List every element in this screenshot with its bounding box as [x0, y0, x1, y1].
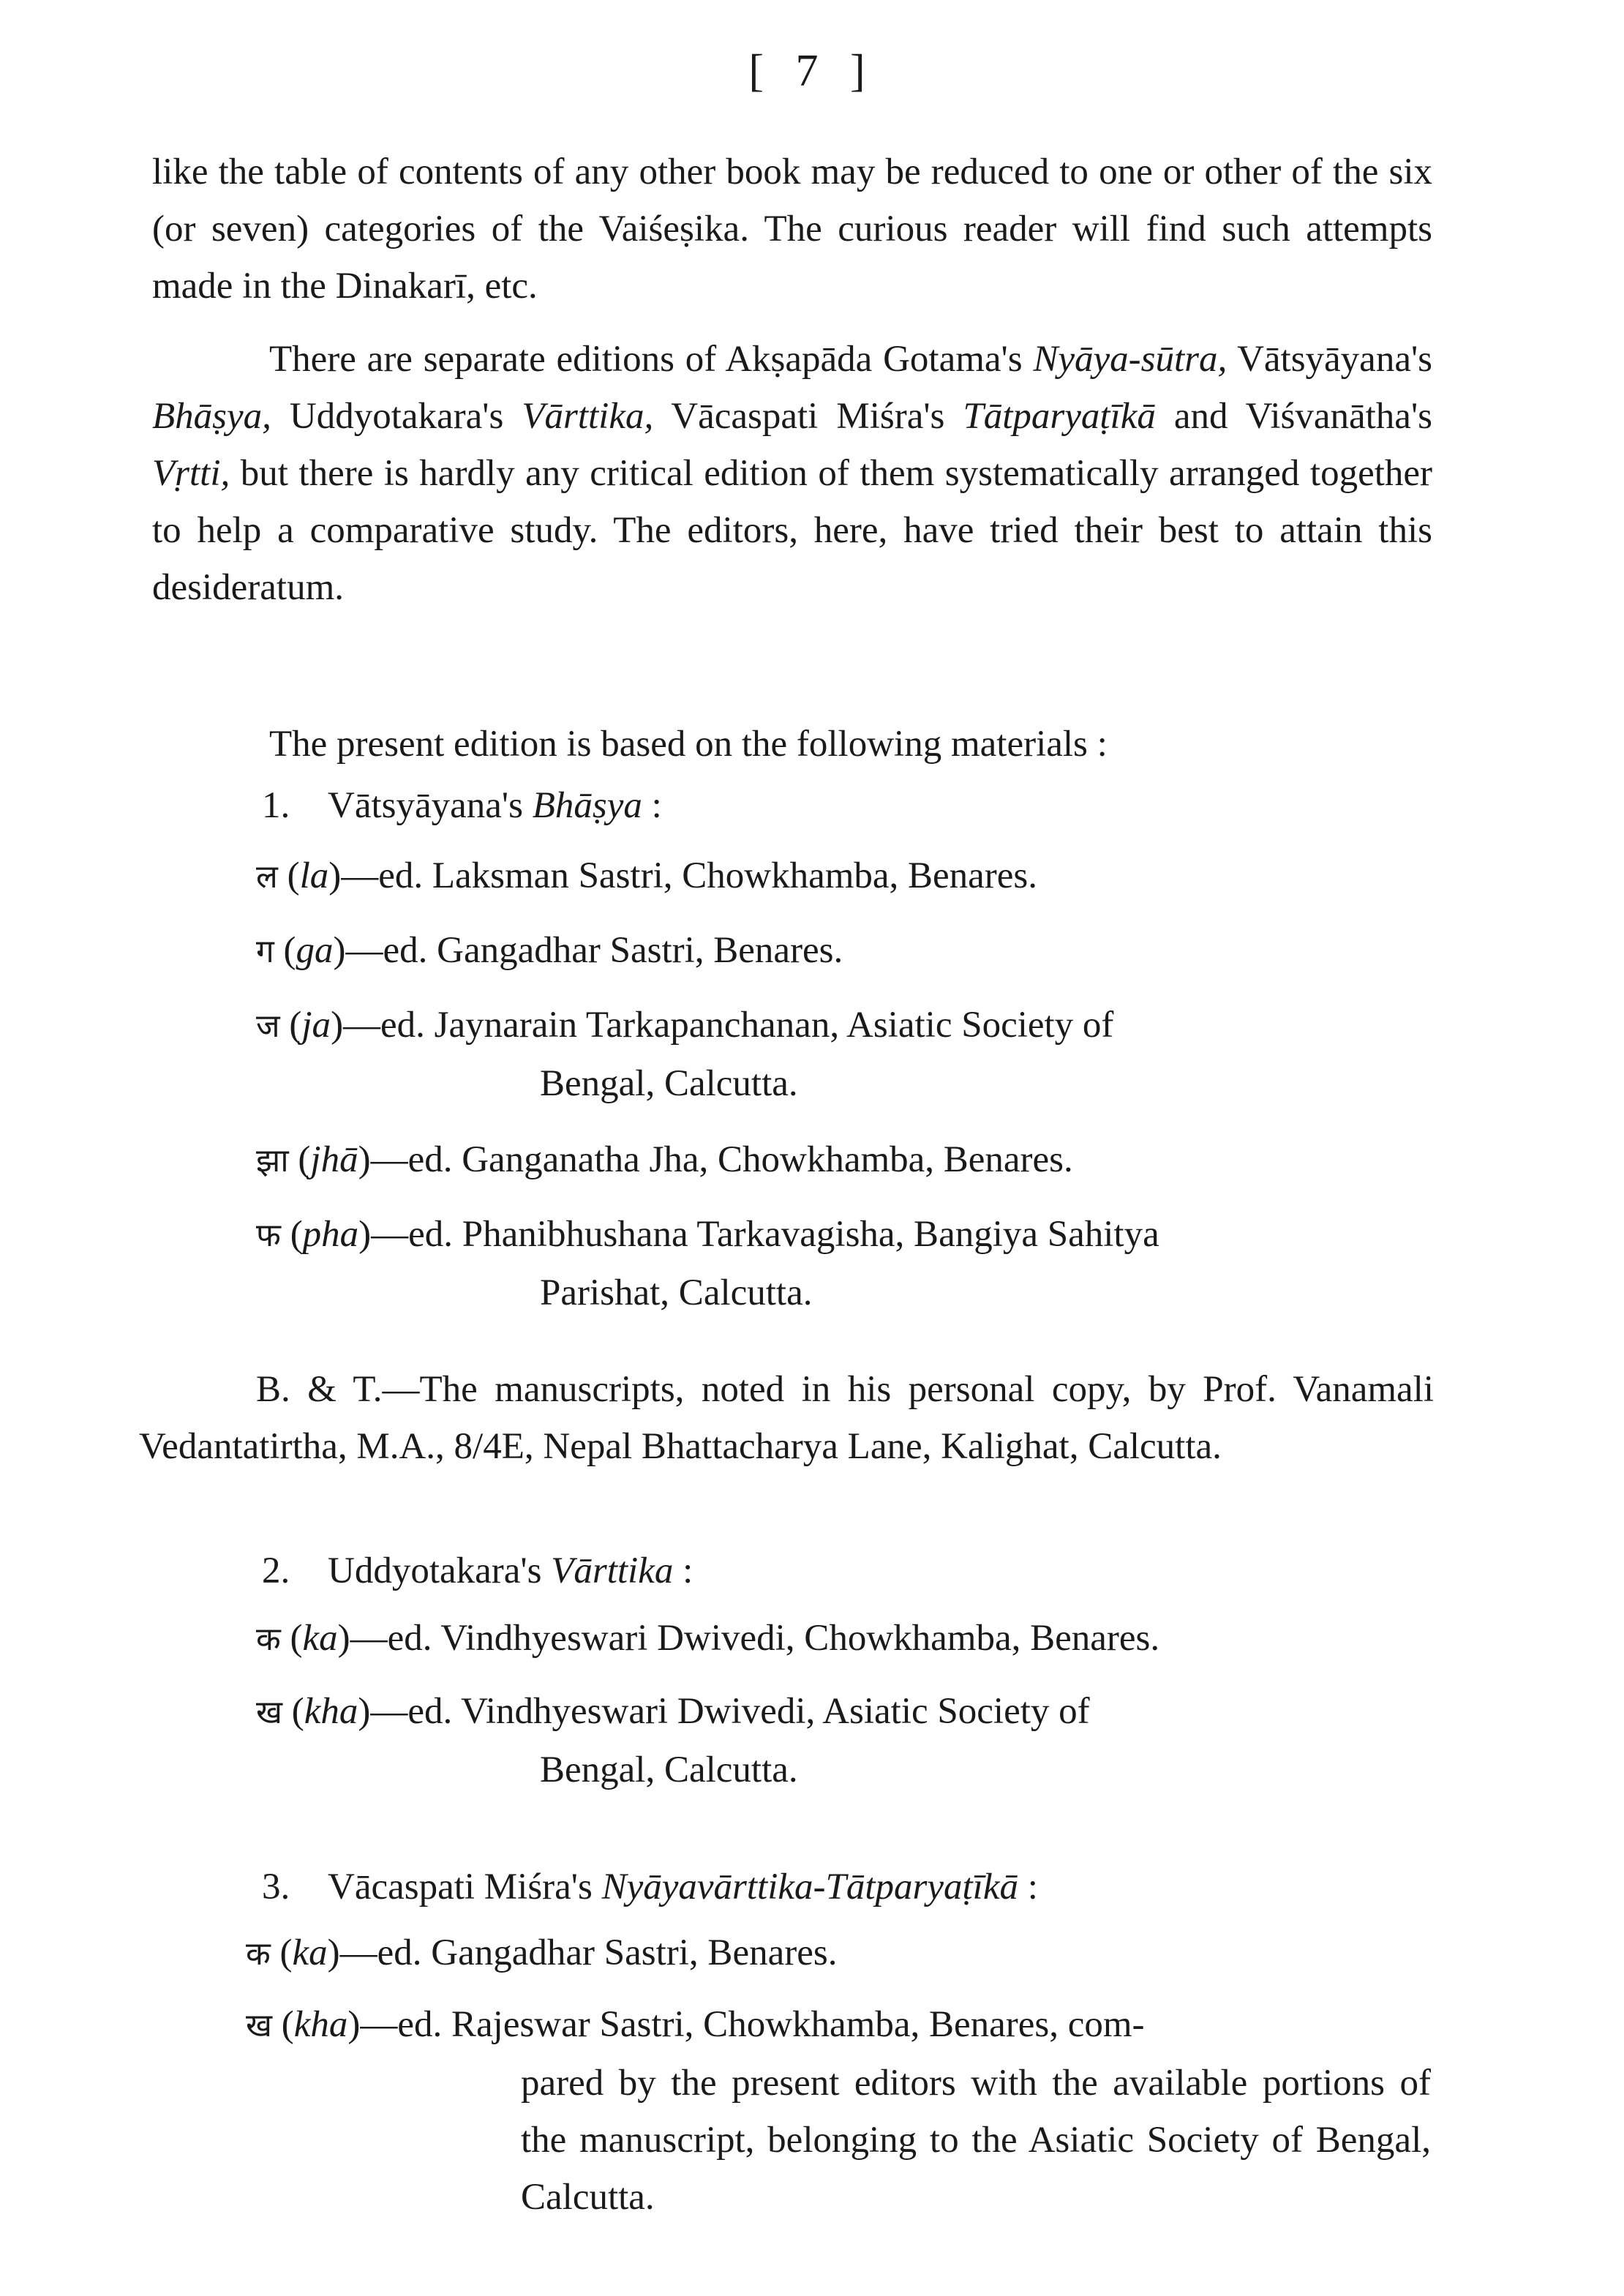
source-description: —ed. Gangadhar Sastri, Benares.	[345, 930, 843, 971]
paragraph-intro: like the table of contents of any other book may be reduced to one or other of the six (or seven) categories of the Vaiśeṣika. The curious reader will find such attempts made in the Dinakarī, etc.	[152, 151, 1432, 307]
siglum-code: la	[299, 855, 329, 896]
author: Uddyotakara's	[328, 1550, 552, 1591]
work-title: Bhāṣya	[532, 785, 642, 826]
source-continuation: Bengal, Calcutta.	[540, 1063, 798, 1104]
work-title: Vārttika,	[522, 396, 654, 437]
siglum-code: ka	[292, 1932, 328, 1973]
work-title: Nyāya-sūtra,	[1033, 339, 1228, 380]
author: Vācaspati Miśra's	[328, 1867, 602, 1907]
source-description: —ed. Vindhyeswari Dwivedi, Chowkhamba, Benares.	[350, 1618, 1160, 1659]
work-title: Vṛtti,	[152, 453, 230, 494]
source-continuation: pared by the present editors with the available portions of the manuscript, belonging to the Asiatic Society of Bengal, Calcutta.	[521, 2063, 1431, 2218]
source-entry: ज (ja) —ed. Jaynarain Tarkapanchanan, Asiatic Society of Bengal, Calcutta.	[256, 997, 1434, 1112]
text: and Viśvanātha's	[1155, 396, 1432, 437]
siglum-code: jhā	[310, 1139, 358, 1180]
source-entry: फ (pha) —ed. Phanibhushana Tarkavagisha, Bangiya Sahitya Parishat, Calcutta.	[256, 1206, 1434, 1321]
work-title: Vārttika	[551, 1550, 674, 1591]
colon: :	[642, 785, 662, 826]
devanagari-siglum: ल	[256, 858, 278, 896]
colon: :	[673, 1550, 693, 1591]
siglum-code: kha	[304, 1691, 358, 1732]
source-entry: क (ka) —ed. Gangadhar Sastri, Benares.	[246, 1924, 1424, 1983]
text: Uddyotakara's	[271, 396, 522, 437]
devanagari-siglum: ख	[256, 1694, 282, 1731]
siglum-code: ka	[302, 1618, 338, 1659]
source-entry: ख (kha) —ed. Rajeswar Sastri, Chowkhamba, Benares, com- pared by the present editors with the available portions of the manuscript, belonging to the Asiatic Society of Bengal, Calcutta.	[246, 1996, 1431, 2226]
source-entry: ल (la) —ed. Laksman Sastri, Chowkhamba, Benares.	[256, 847, 1434, 906]
source-continuation: Parishat, Calcutta.	[540, 1272, 813, 1313]
colon: :	[1018, 1867, 1038, 1907]
text: Vācaspati Miśra's	[653, 396, 963, 437]
source-description: —ed. Laksman Sastri, Chowkhamba, Benares.	[341, 855, 1038, 896]
paragraph-editions	[152, 331, 1432, 616]
devanagari-siglum: ज	[256, 1008, 280, 1045]
work-title: Bhāṣya,	[152, 396, 271, 437]
source-entry: ग (ga) —ed. Gangadhar Sastri, Benares.	[256, 922, 1434, 980]
source-description: —ed. Gangadhar Sastri, Benares.	[339, 1932, 838, 1973]
item-number: 3.	[262, 1867, 290, 1907]
siglum-code: pha	[302, 1214, 359, 1255]
item-number: 2.	[262, 1550, 290, 1591]
source-entry: क (ka) —ed. Vindhyeswari Dwivedi, Chowkhamba, Benares.	[256, 1610, 1434, 1668]
list-item-heading	[262, 1542, 693, 1599]
item-number: 1.	[262, 785, 290, 826]
page-number: [ 7 ]	[748, 46, 876, 96]
text: but there is hardly any critical edition of them systematically arranged together to help a comparative study. The editors, here, have tried their best to attain this desideratum.	[152, 453, 1432, 608]
source-description: —ed. Phanibhushana Tarkavagisha, Bangiya Sahitya	[371, 1214, 1159, 1255]
list-item-heading	[262, 777, 662, 834]
text: Vātsyāyana's	[1227, 339, 1432, 380]
siglum-code: kha	[293, 2004, 348, 2045]
devanagari-siglum: फ	[256, 1217, 281, 1254]
paragraph-materials: The present edition is based on the following materials :	[269, 724, 1108, 765]
text: There are separate editions of Akṣapāda Gotama's	[269, 339, 1034, 380]
work-title: Nyāyavārttika-Tātparyaṭīkā	[601, 1867, 1018, 1907]
devanagari-siglum: क	[256, 1621, 281, 1658]
source-entry: ख (kha) —ed. Vindhyeswari Dwivedi, Asiatic Society of Bengal, Calcutta.	[256, 1683, 1434, 1798]
devanagari-siglum: क	[246, 1935, 271, 1973]
siglum-code: ga	[296, 930, 334, 971]
paragraph-manuscripts: B. & T.—The manuscripts, noted in his personal copy, by Prof. Vanamali Vedantatirtha, M.A., 8/4E, Nepal Bhattacharya Lane, Kalighat, Calcutta.	[139, 1369, 1434, 1467]
source-description: —ed. Vindhyeswari Dwivedi, Asiatic Society of	[370, 1691, 1090, 1732]
devanagari-siglum: झा	[256, 1142, 289, 1179]
list-item-heading	[262, 1858, 1038, 1916]
work-title: Tātparyaṭīkā	[963, 396, 1156, 437]
source-continuation: Bengal, Calcutta.	[540, 1749, 798, 1790]
devanagari-siglum: ख	[246, 2007, 272, 2044]
source-description: —ed. Ganganatha Jha, Chowkhamba, Benares.	[370, 1139, 1073, 1180]
source-description: —ed. Rajeswar Sastri, Chowkhamba, Benares, com-	[360, 2004, 1145, 2045]
author: Vātsyāyana's	[328, 785, 533, 826]
devanagari-siglum: ग	[256, 933, 274, 970]
source-entry: झा (jhā) —ed. Ganganatha Jha, Chowkhamba, Benares.	[256, 1131, 1434, 1190]
siglum-code: ja	[301, 1005, 331, 1046]
source-description: —ed. Jaynarain Tarkapanchanan, Asiatic Society of	[343, 1005, 1114, 1046]
